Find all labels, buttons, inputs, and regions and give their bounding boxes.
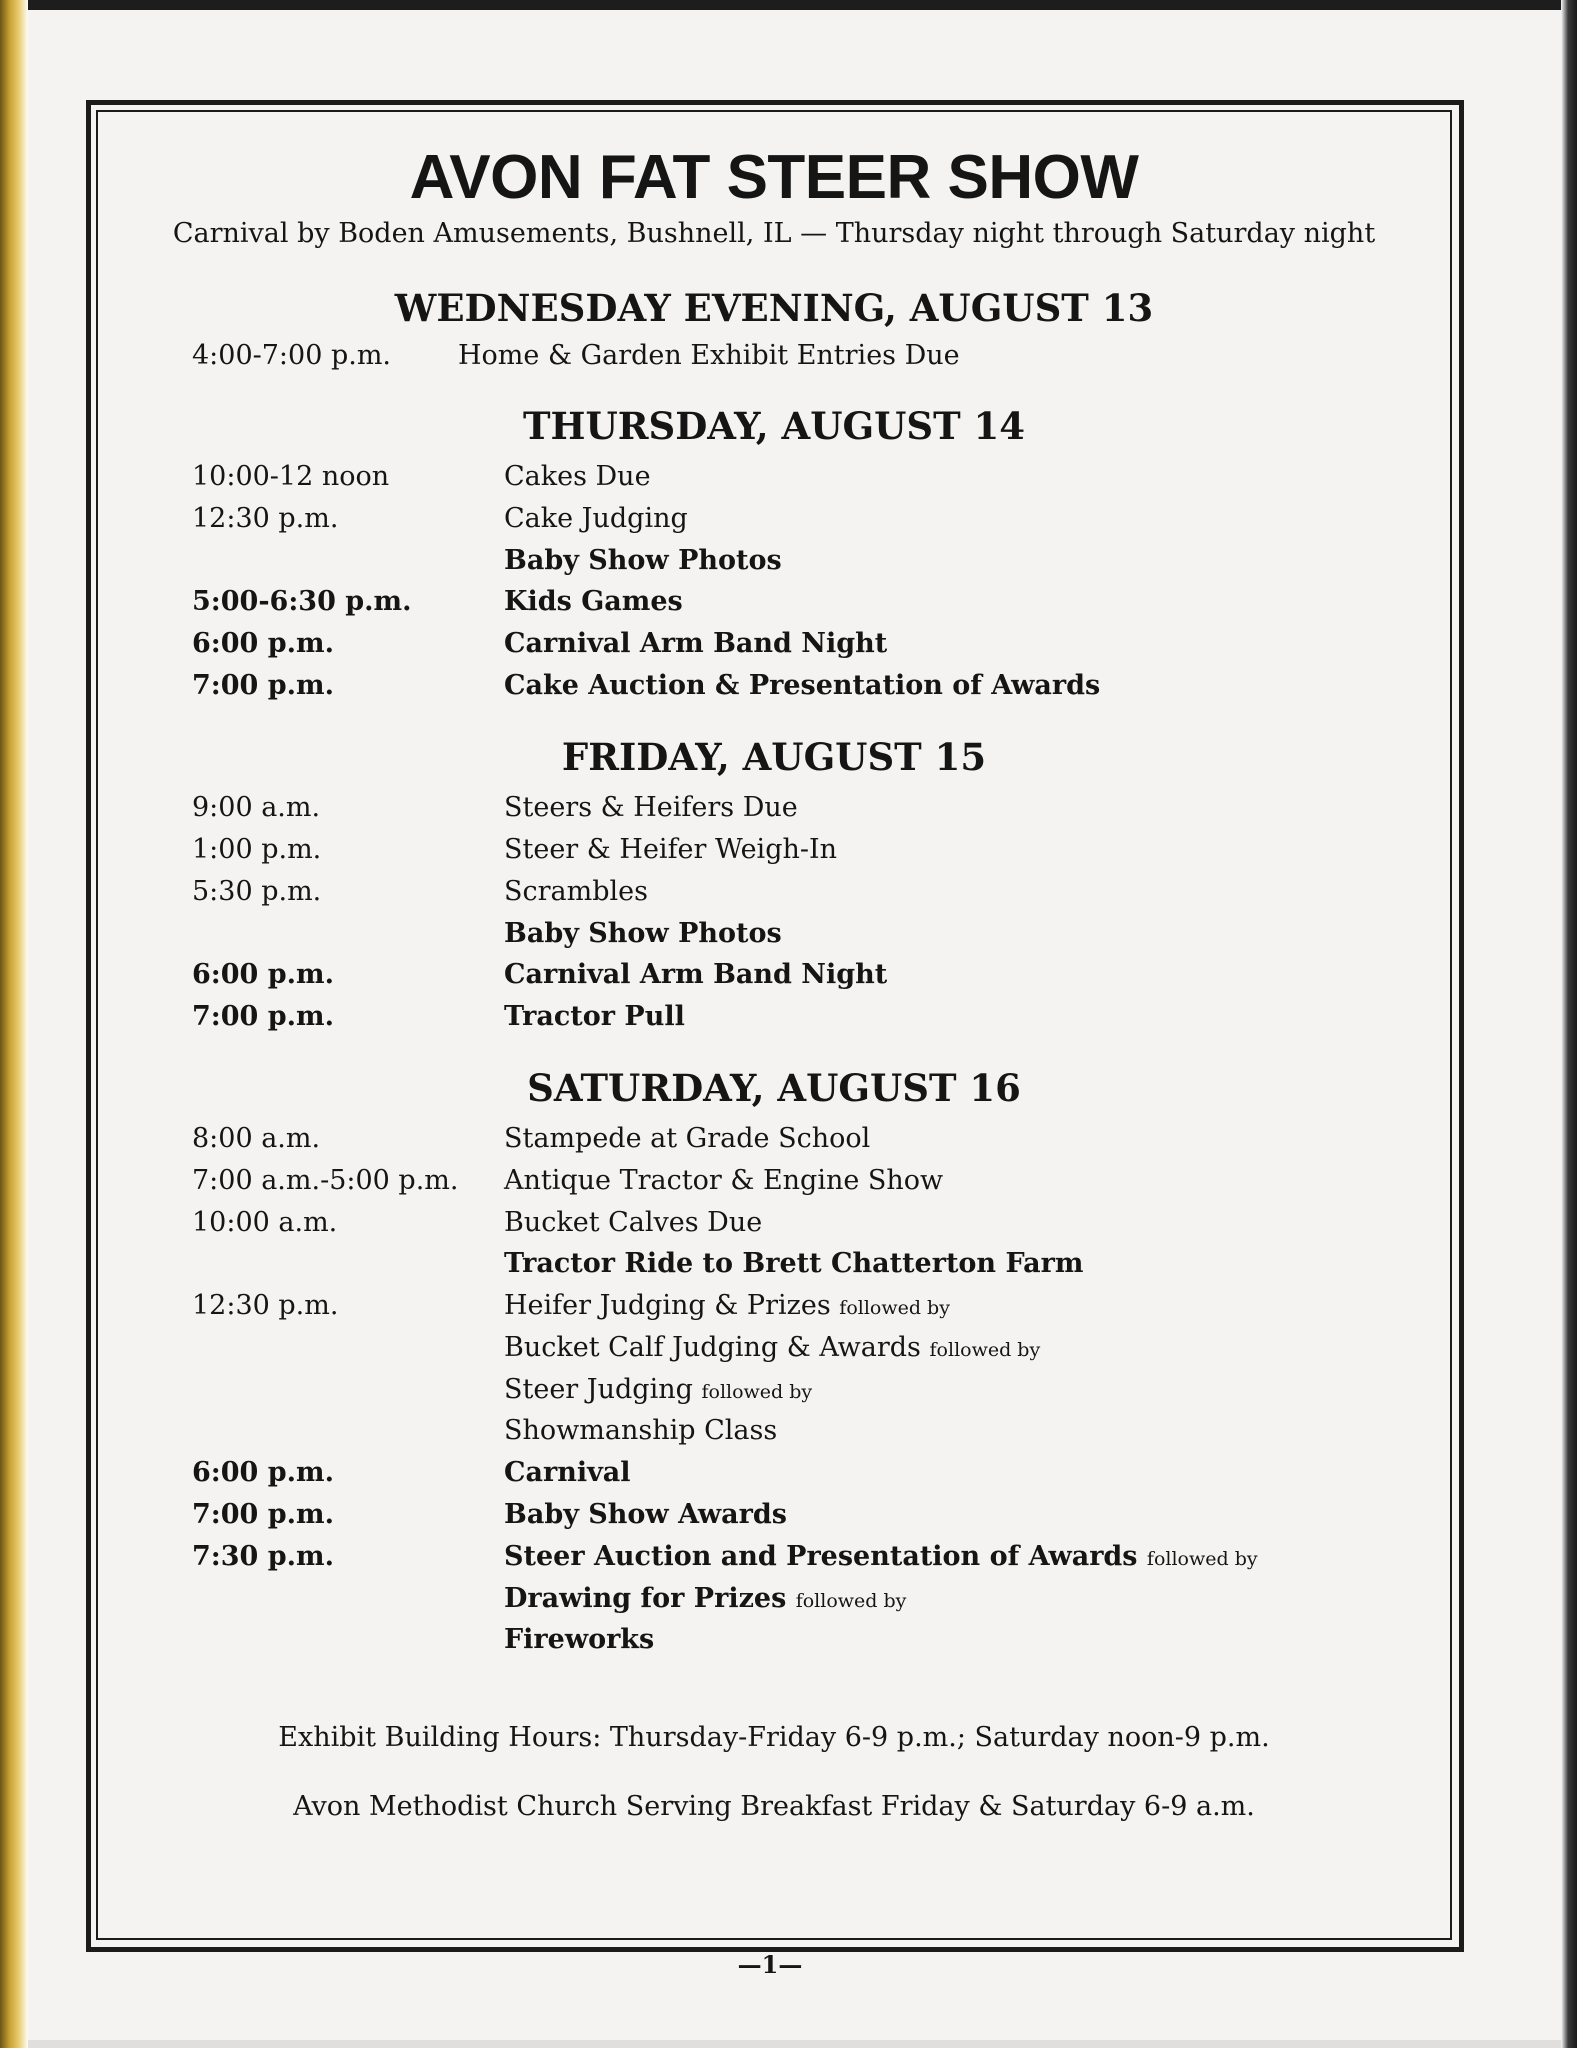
page-number: —1— — [737, 1950, 803, 1979]
schedule-page — [100, 112, 1448, 1932]
event-time: 12:30 p.m. — [192, 1290, 339, 1321]
event-time: 5:30 p.m. — [192, 876, 322, 907]
event-time: 10:00 a.m. — [192, 1207, 338, 1238]
schedule-row — [100, 1202, 1448, 1244]
schedule-row — [100, 1160, 1448, 1202]
event-title: Drawing for Prizes — [504, 1583, 787, 1614]
schedule-row — [100, 1619, 1448, 1661]
event-title: Scrambles — [504, 876, 648, 907]
schedule-row — [100, 581, 1448, 623]
event-title: Baby Show Awards — [504, 1499, 787, 1530]
schedule-row — [100, 1494, 1448, 1536]
schedule-row — [100, 498, 1448, 540]
schedule-row — [100, 1578, 1448, 1620]
event-time: 7:00 a.m.-5:00 p.m. — [192, 1165, 459, 1196]
schedule-row — [100, 913, 1448, 955]
event-title-with-note — [504, 1536, 1258, 1580]
schedule-row — [100, 1285, 1448, 1327]
schedule-row — [100, 871, 1448, 913]
event-title-with-note — [504, 1578, 906, 1622]
event-title: Carnival — [504, 1457, 631, 1488]
schedule-row — [100, 540, 1448, 582]
event-title: Kids Games — [504, 586, 683, 617]
event-title: Steers & Heifers Due — [504, 792, 798, 823]
event-time: 9:00 a.m. — [192, 792, 321, 823]
scan-left-edge — [0, 0, 28, 2048]
event-time: 7:00 p.m. — [192, 1499, 334, 1530]
event-title: Home & Garden Exhibit Entries Due — [458, 340, 960, 371]
event-title: Carnival Arm Band Night — [504, 628, 888, 659]
event-title: Fireworks — [504, 1624, 655, 1655]
event-title: Bucket Calves Due — [504, 1207, 763, 1238]
page-title: AVON FAT STEER SHOW — [409, 143, 1139, 212]
event-time: 8:00 a.m. — [192, 1123, 321, 1154]
event-title: Cakes Due — [504, 461, 651, 492]
event-title: Heifer Judging & Prizes — [504, 1290, 831, 1321]
schedule-row — [100, 1410, 1448, 1452]
event-title: Baby Show Photos — [504, 918, 782, 949]
event-time: 6:00 p.m. — [192, 1457, 334, 1488]
schedule-row — [100, 954, 1448, 996]
event-title-with-note — [504, 1369, 812, 1413]
event-time: 12:30 p.m. — [192, 503, 339, 534]
event-title: Baby Show Photos — [504, 545, 782, 576]
schedule-row — [100, 1452, 1448, 1494]
event-time: 4:00-7:00 p.m. — [192, 340, 392, 371]
event-title: Cake Judging — [504, 503, 688, 534]
event-title: Showmanship Class — [504, 1415, 778, 1446]
schedule-row — [100, 335, 1448, 377]
schedule-row — [100, 1536, 1448, 1578]
event-title-with-note — [504, 1285, 950, 1329]
event-title: Bucket Calf Judging & Awards — [504, 1332, 921, 1363]
event-title: Tractor Ride to Brett Chatterton Farm — [504, 1248, 1084, 1279]
schedule-row — [100, 665, 1448, 707]
event-time: 6:00 p.m. — [192, 959, 334, 990]
followed-by-note: followed by — [1146, 1548, 1258, 1570]
followed-by-note: followed by — [839, 1297, 950, 1319]
scan-right-edge — [1561, 0, 1577, 2048]
event-time: 1:00 p.m. — [192, 834, 322, 865]
event-title: Carnival Arm Band Night — [504, 959, 888, 990]
scan-bottom-edge — [28, 2040, 1561, 2048]
schedule-row — [100, 996, 1448, 1038]
scan-top-edge — [0, 0, 1577, 10]
event-title: Tractor Pull — [504, 1001, 685, 1032]
followed-by-note: followed by — [929, 1339, 1041, 1361]
event-time: 6:00 p.m. — [192, 628, 334, 659]
schedule-row — [100, 787, 1448, 829]
schedule-row — [100, 623, 1448, 665]
event-title: Steer & Heifer Weigh-In — [504, 834, 838, 865]
day-heading-wednesday: WEDNESDAY EVENING, AUGUST 13 — [394, 286, 1154, 330]
schedule-row — [100, 1327, 1448, 1369]
event-time: 10:00-12 noon — [192, 461, 390, 492]
schedule-row — [100, 456, 1448, 498]
schedule-row — [100, 1243, 1448, 1285]
exhibit-building-hours: Exhibit Building Hours: Thursday-Friday 6-9 p.m.; Saturday noon-9 p.m. — [278, 1722, 1270, 1753]
event-time: 7:00 p.m. — [192, 670, 334, 701]
breakfast-notice: Avon Methodist Church Serving Breakfast Friday & Saturday 6-9 a.m. — [293, 1791, 1255, 1822]
event-title-with-note — [504, 1327, 1040, 1371]
event-title: Cake Auction & Presentation of Awards — [504, 670, 1101, 701]
event-time: 7:30 p.m. — [192, 1541, 334, 1572]
followed-by-note: followed by — [795, 1590, 907, 1612]
schedule-row — [100, 1118, 1448, 1160]
event-title: Steer Auction and Presentation of Awards — [504, 1541, 1138, 1572]
event-time: 5:00-6:30 p.m. — [192, 586, 412, 617]
event-title: Steer Judging — [504, 1374, 693, 1405]
carnival-subtitle: Carnival by Boden Amusements, Bushnell, IL — Thursday night through Saturday night — [172, 218, 1376, 249]
followed-by-note: followed by — [701, 1381, 813, 1403]
schedule-row — [100, 1369, 1448, 1411]
schedule-row — [100, 829, 1448, 871]
day-heading-thursday: THURSDAY, AUGUST 14 — [522, 404, 1026, 448]
event-time: 7:00 p.m. — [192, 1001, 334, 1032]
day-heading-saturday: SATURDAY, AUGUST 16 — [527, 1066, 1021, 1110]
event-title: Antique Tractor & Engine Show — [504, 1165, 944, 1196]
event-title: Stampede at Grade School — [504, 1123, 871, 1154]
day-heading-friday: FRIDAY, AUGUST 15 — [561, 735, 987, 779]
